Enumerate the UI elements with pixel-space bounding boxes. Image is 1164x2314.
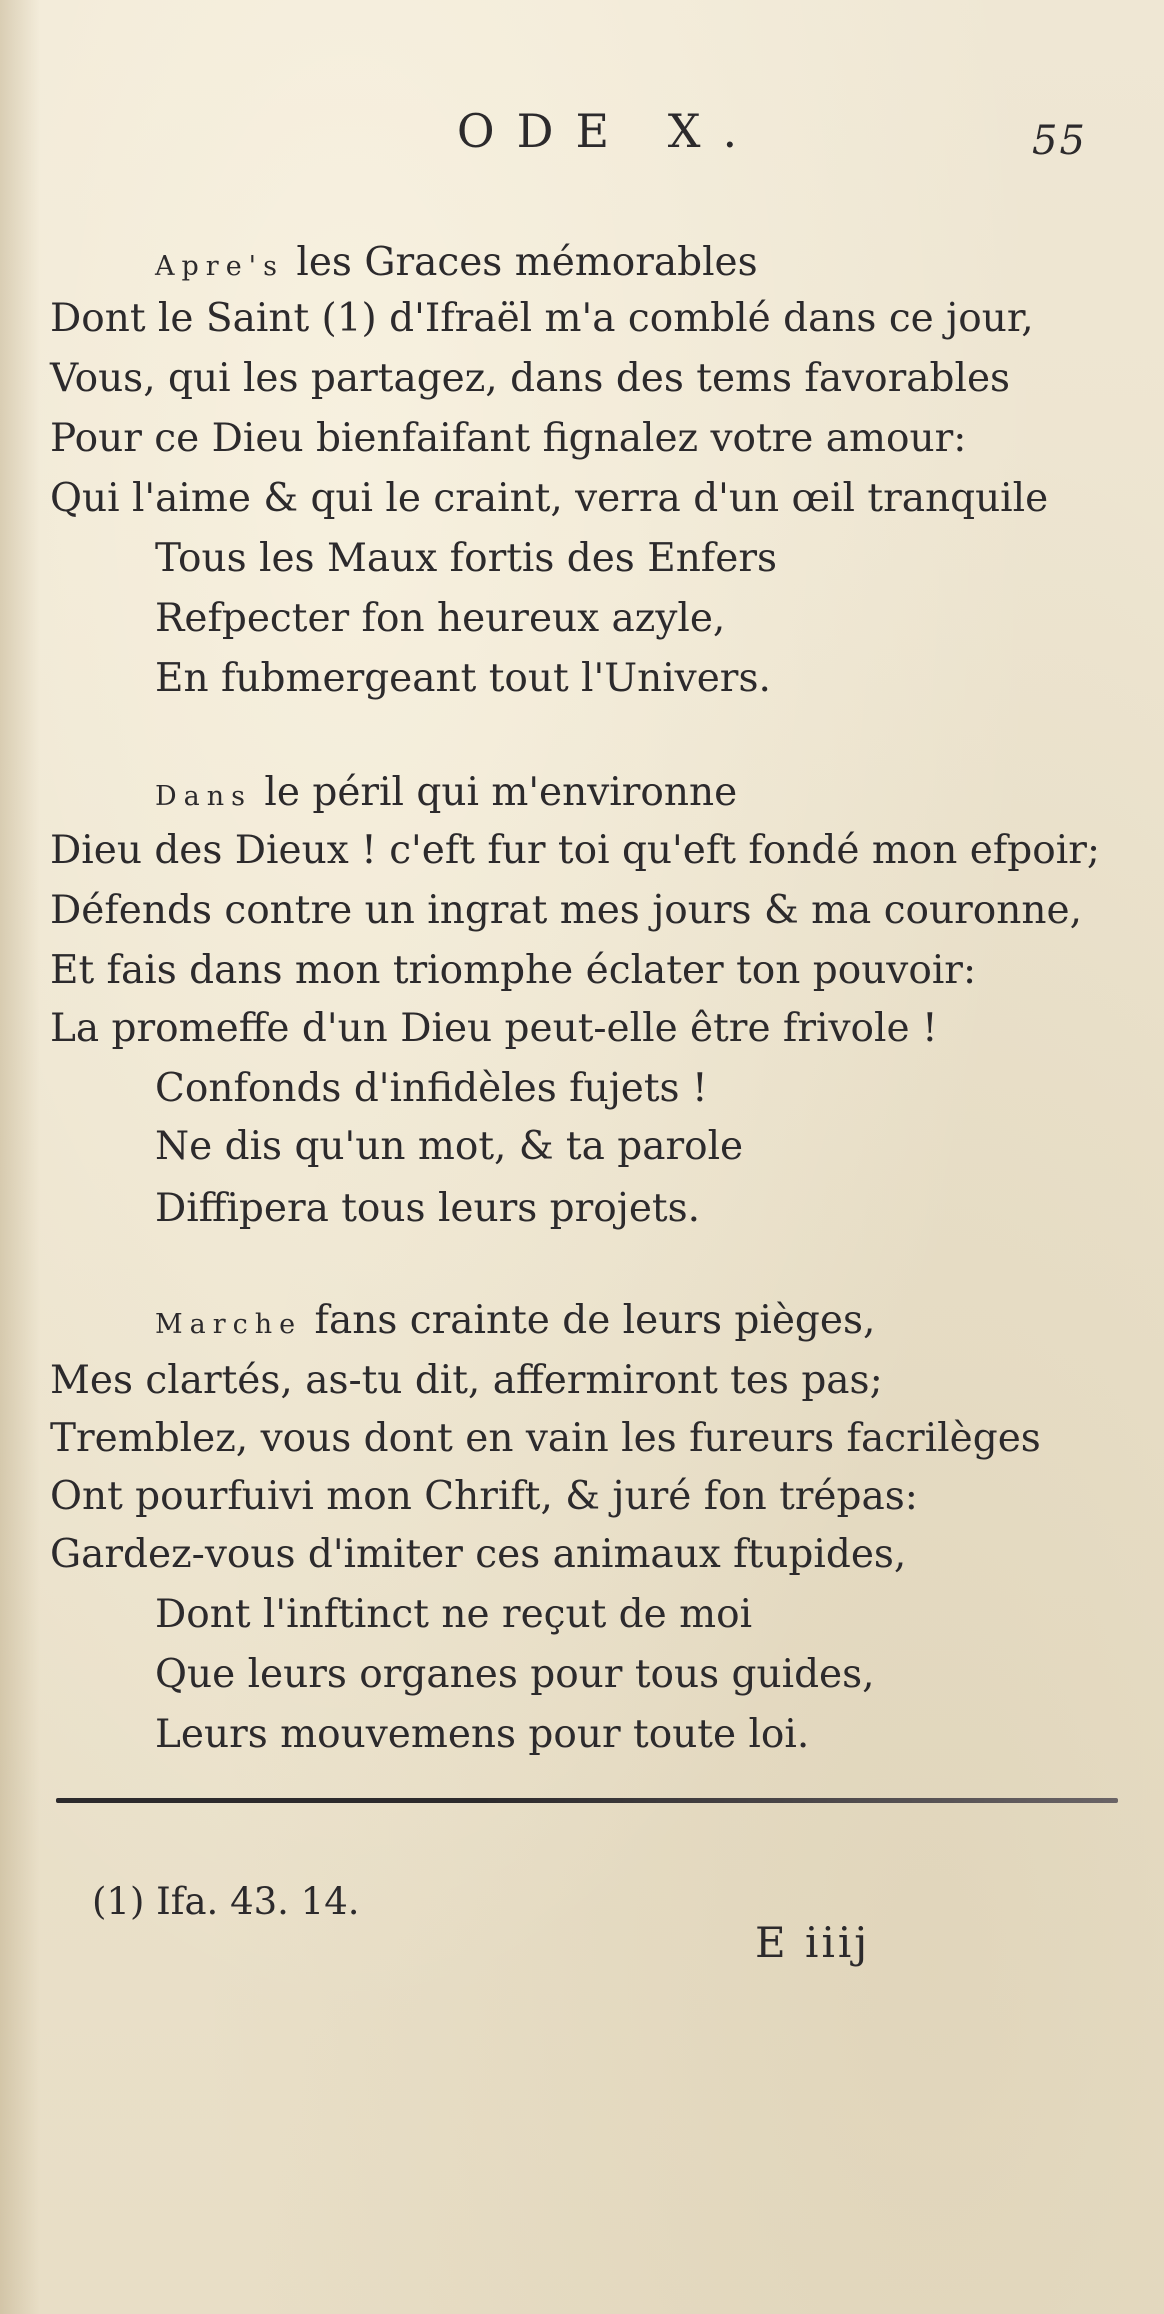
stanza-3-line-7: Que leurs organes pour tous guides,	[155, 1652, 875, 1697]
stanza-3-line-4: Ont pourfuivi mon Chrift, & juré fon trépas:	[50, 1474, 918, 1519]
stanza-2-line-2: Dieu des Dieux ! c'eft fur toi qu'eft fondé mon efpoir;	[50, 828, 1101, 873]
stanza-2-line-4: Et fais dans mon triomphe éclater ton pouvoir:	[50, 948, 977, 993]
footnote-rule	[56, 1798, 1118, 1803]
stanza-3-line-5: Gardez-vous d'imiter ces animaux ftupides,	[50, 1532, 907, 1577]
stanza-1-line-5: Qui l'aime & qui le craint, verra d'un œil tranquile	[50, 476, 1049, 521]
stanza-1-line-6: Tous les Maux fortis des Enfers	[155, 536, 777, 581]
stanza-1-opening-word: Apre's	[155, 251, 284, 282]
stanza-1-line-7: Refpecter fon heureux azyle,	[155, 596, 726, 641]
stanza-3-line-6: Dont l'inftinct ne reçut de moi	[155, 1592, 753, 1637]
stanza-2-line-1	[155, 768, 737, 822]
stanza-3-line-1	[155, 1296, 875, 1350]
stanza-1-line-2: Dont le Saint (1) d'Ifraël m'a comblé dans ce jour,	[50, 296, 1034, 341]
stanza-3-line-8: Leurs mouvemens pour toute loi.	[155, 1712, 810, 1757]
stanza-1-line-3: Vous, qui les partagez, dans des tems favorables	[50, 356, 1011, 401]
stanza-2-line-6: Confonds d'infidèles fujets !	[155, 1066, 708, 1111]
stanza-3-line-1-text: fans crainte de leurs pièges,	[314, 1298, 876, 1343]
stanza-3-line-3: Tremblez, vous dont en vain les fureurs facrilèges	[50, 1416, 1041, 1461]
stanza-2-line-5: La promeffe d'un Dieu peut-elle être frivole !	[50, 1006, 938, 1051]
stanza-3-line-2: Mes clartés, as-tu dit, affermiront tes pas;	[50, 1358, 883, 1403]
stanza-1-line-1	[155, 238, 758, 292]
running-head: ODE X.	[456, 104, 760, 158]
page-number: 55	[1032, 118, 1087, 164]
stanza-2-line-3: Défends contre un ingrat mes jours & ma couronne,	[50, 888, 1082, 933]
signature-mark: E iiij	[755, 1918, 871, 1967]
stanza-1-line-4: Pour ce Dieu bienfaifant fignalez votre amour:	[50, 416, 967, 461]
stanza-3-opening-word: Marche	[155, 1309, 303, 1340]
stanza-2-opening-word: Dans	[155, 781, 252, 812]
stanza-1-line-8: En fubmergeant tout l'Univers.	[155, 656, 771, 701]
stanza-2-line-8: Diffipera tous leurs projets.	[155, 1186, 701, 1231]
stanza-2-line-7: Ne dis qu'un mot, & ta parole	[155, 1124, 744, 1169]
footnote: (1) Ifa. 43. 14.	[92, 1880, 360, 1923]
gutter-shadow	[0, 0, 40, 2314]
stanza-2-line-1-text: le péril qui m'environne	[264, 770, 738, 815]
stanza-1-line-1-text: les Graces mémorables	[296, 240, 758, 285]
